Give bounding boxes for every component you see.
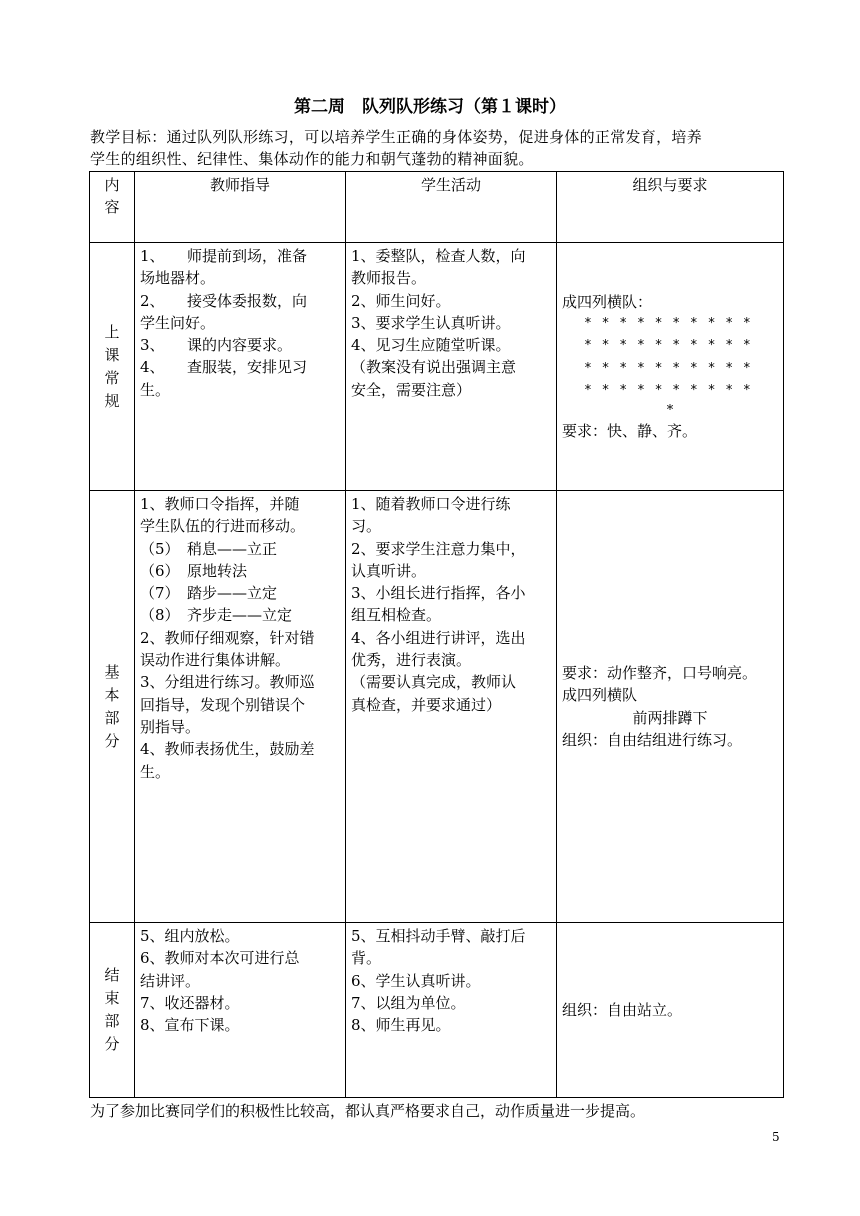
objective-line-1: 教学目标：通过队列队形练习，可以培养学生正确的身体姿势，促进身体的正常发育，培养 <box>90 128 703 146</box>
section-row-closing <box>90 923 784 1098</box>
section-label-closing: 结 束 部 分 <box>90 923 135 1098</box>
formation-star-row: * * * * * * * * * * <box>584 315 752 331</box>
formation-text: 成四列横队： <box>562 292 653 311</box>
header-content: 内 容 <box>90 172 135 243</box>
organization-cell-routine <box>557 243 784 491</box>
formation-star-row: * * * * * * * * * * <box>584 338 752 354</box>
header-row <box>90 172 784 243</box>
teaching-objective <box>90 126 782 170</box>
section-row-routine <box>90 243 784 491</box>
organization-cell-main: 要求：动作整齐，口号响亮。 成四列横队 前两排蹲下 组织：自由结组进行练习。 <box>557 491 784 923</box>
formation-star-row: * * * * * * * * * * <box>584 360 752 376</box>
organization-cell-closing: 组织：自由站立。 <box>557 923 784 1098</box>
footer-remark: 为了参加比赛同学们的积极性比较高，都认真严格要求自己，动作质量进一步提高。 <box>90 1102 646 1120</box>
teacher-cell-main: 1、教师口令指挥，并随 学生队伍的行进而移动。 （5） 稍息——立正 （6） 原地转法 （7） 踏步——立定 （8） 齐步走——立定 2、教师仔细观察，针对错 误动作进行集体讲解。 3、分组进行练习。教师巡 回指导，发现个别错误个 别指导。 4、教师表扬优生，鼓励差 生。 <box>135 491 346 923</box>
teacher-cell-closing: 5、组内放松。 6、教师对本次可进行总 结讲评。 7、收还器材。 8、宣布下课。 <box>135 923 346 1098</box>
section-label-routine: 上 课 常 规 <box>90 243 135 491</box>
student-cell-main: 1、随着教师口令进行练 习。 2、要求学生注意力集中， 认真听讲。 3、小组长进行指挥，各小 组互相检查。 4、各小组进行讲评，选出 优秀，进行表演。 （需要认真完成，教师认 真检查，并要求通过） <box>346 491 557 923</box>
header-organization: 组织与要求 <box>557 172 784 243</box>
student-cell-routine: 1、委整队，检查人数，向 教师报告。 2、师生问好。 3、要求学生认真听讲。 4、见习生应随堂听课。 （教案没有说出强调主意 安全，需要注意） <box>346 243 557 491</box>
section-label-main: 基 本 部 分 <box>90 491 135 923</box>
page-title: 第二周 队列队形练习（第１课时） <box>294 97 566 117</box>
teacher-cell-routine: 1、 师提前到场，准备 场地器材。 2、 接受体委报数，向 学生问好。 3、 课的内容要求。 4、 查服装，安排见习 生。 <box>135 243 346 491</box>
header-teacher-guidance: 教师指导 <box>135 172 346 243</box>
page-number: 5 <box>772 1130 780 1144</box>
section-row-main <box>90 491 784 923</box>
teacher-position-star: * <box>666 403 674 419</box>
objective-line-2: 学生的组织性、纪律性、集体动作的能力和朝气蓬勃的精神面貌。 <box>90 150 534 168</box>
formation-star-row: * * * * * * * * * * <box>584 382 752 398</box>
lesson-plan-table <box>89 171 784 1098</box>
header-student-activity: 学生活动 <box>346 172 557 243</box>
student-cell-closing: 5、互相抖动手臂、敲打后 背。 6、学生认真听讲。 7、以组为单位。 8、师生再见。 <box>346 923 557 1098</box>
requirement-text: 要求：快、静、齐。 <box>562 422 698 441</box>
